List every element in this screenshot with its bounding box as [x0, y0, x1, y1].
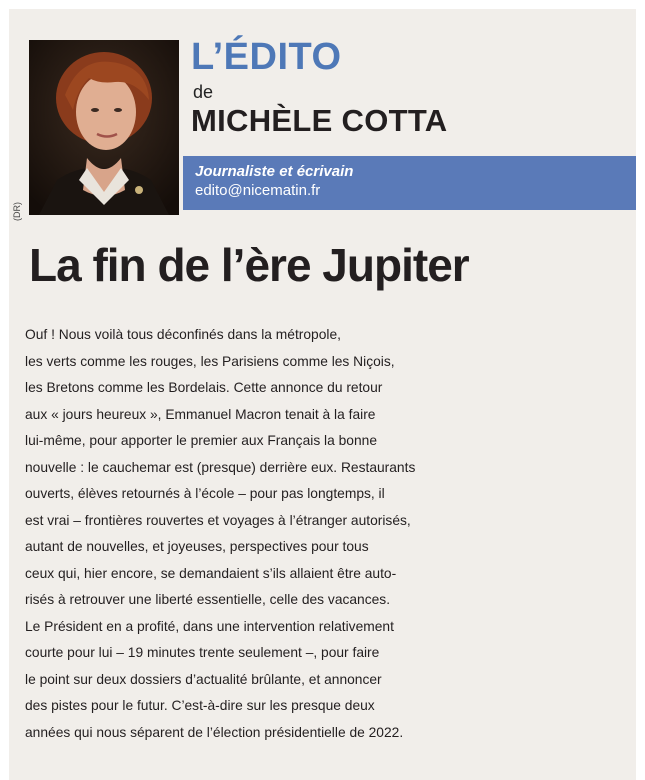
author-name: MICHÈLE COTTA [191, 103, 448, 138]
body-line: courte pour lui – 19 minutes trente seulement –, pour faire [25, 645, 380, 660]
body-line: années qui nous séparent de l’élection présidentielle de 2022. [25, 724, 404, 740]
body-line: Le Président en a profité, dans une intervention relativement [25, 618, 394, 634]
body-line: le point sur deux dossiers d’actualité brûlante, et annoncer [25, 671, 382, 687]
body-line: est vrai – frontières rouvertes et voyages à l’étranger autorisés, [25, 512, 411, 528]
author-info-band [183, 156, 636, 210]
body-line: aux « jours heureux », Emmanuel Macron tenait à la faire [25, 406, 376, 422]
body-line: autant de nouvelles, et joyeuses, perspectives pour tous [25, 539, 369, 554]
article-headline: La fin de l’ère Jupiter [29, 239, 469, 291]
author-photo [29, 40, 179, 215]
body-line: des pistes pour le futur. C’est-à-dire sur les presque deux [25, 698, 375, 713]
article-body [25, 322, 633, 746]
section-kicker: L’ÉDITO [191, 36, 342, 78]
body-line: ceux qui, hier encore, se demandaient s’ils allaient être auto- [25, 565, 397, 581]
body-line: risés à retrouver une liberté essentielle, celle des vacances. [25, 592, 391, 607]
body-line: ouverts, élèves retournés à l’école – pour pas longtemps, il [25, 486, 385, 501]
photo-credit: (DR) [12, 202, 22, 221]
author-email: edito@nicematin.fr [195, 182, 321, 199]
author-role: Journaliste et écrivain [195, 163, 354, 180]
body-line: les verts comme les rouges, les Parisiens comme les Niçois, [25, 353, 395, 369]
byline-preposition: de [193, 82, 214, 102]
body-line: lui-même, pour apporter le premier aux Français la bonne [25, 433, 377, 448]
editorial-page [9, 9, 636, 780]
body-line: Ouf ! Nous voilà tous déconfinés dans la métropole, [25, 327, 341, 342]
body-line: nouvelle : le cauchemar est (presque) derrière eux. Restaurants [25, 459, 416, 475]
body-line: les Bretons comme les Bordelais. Cette annonce du retour [25, 380, 383, 395]
